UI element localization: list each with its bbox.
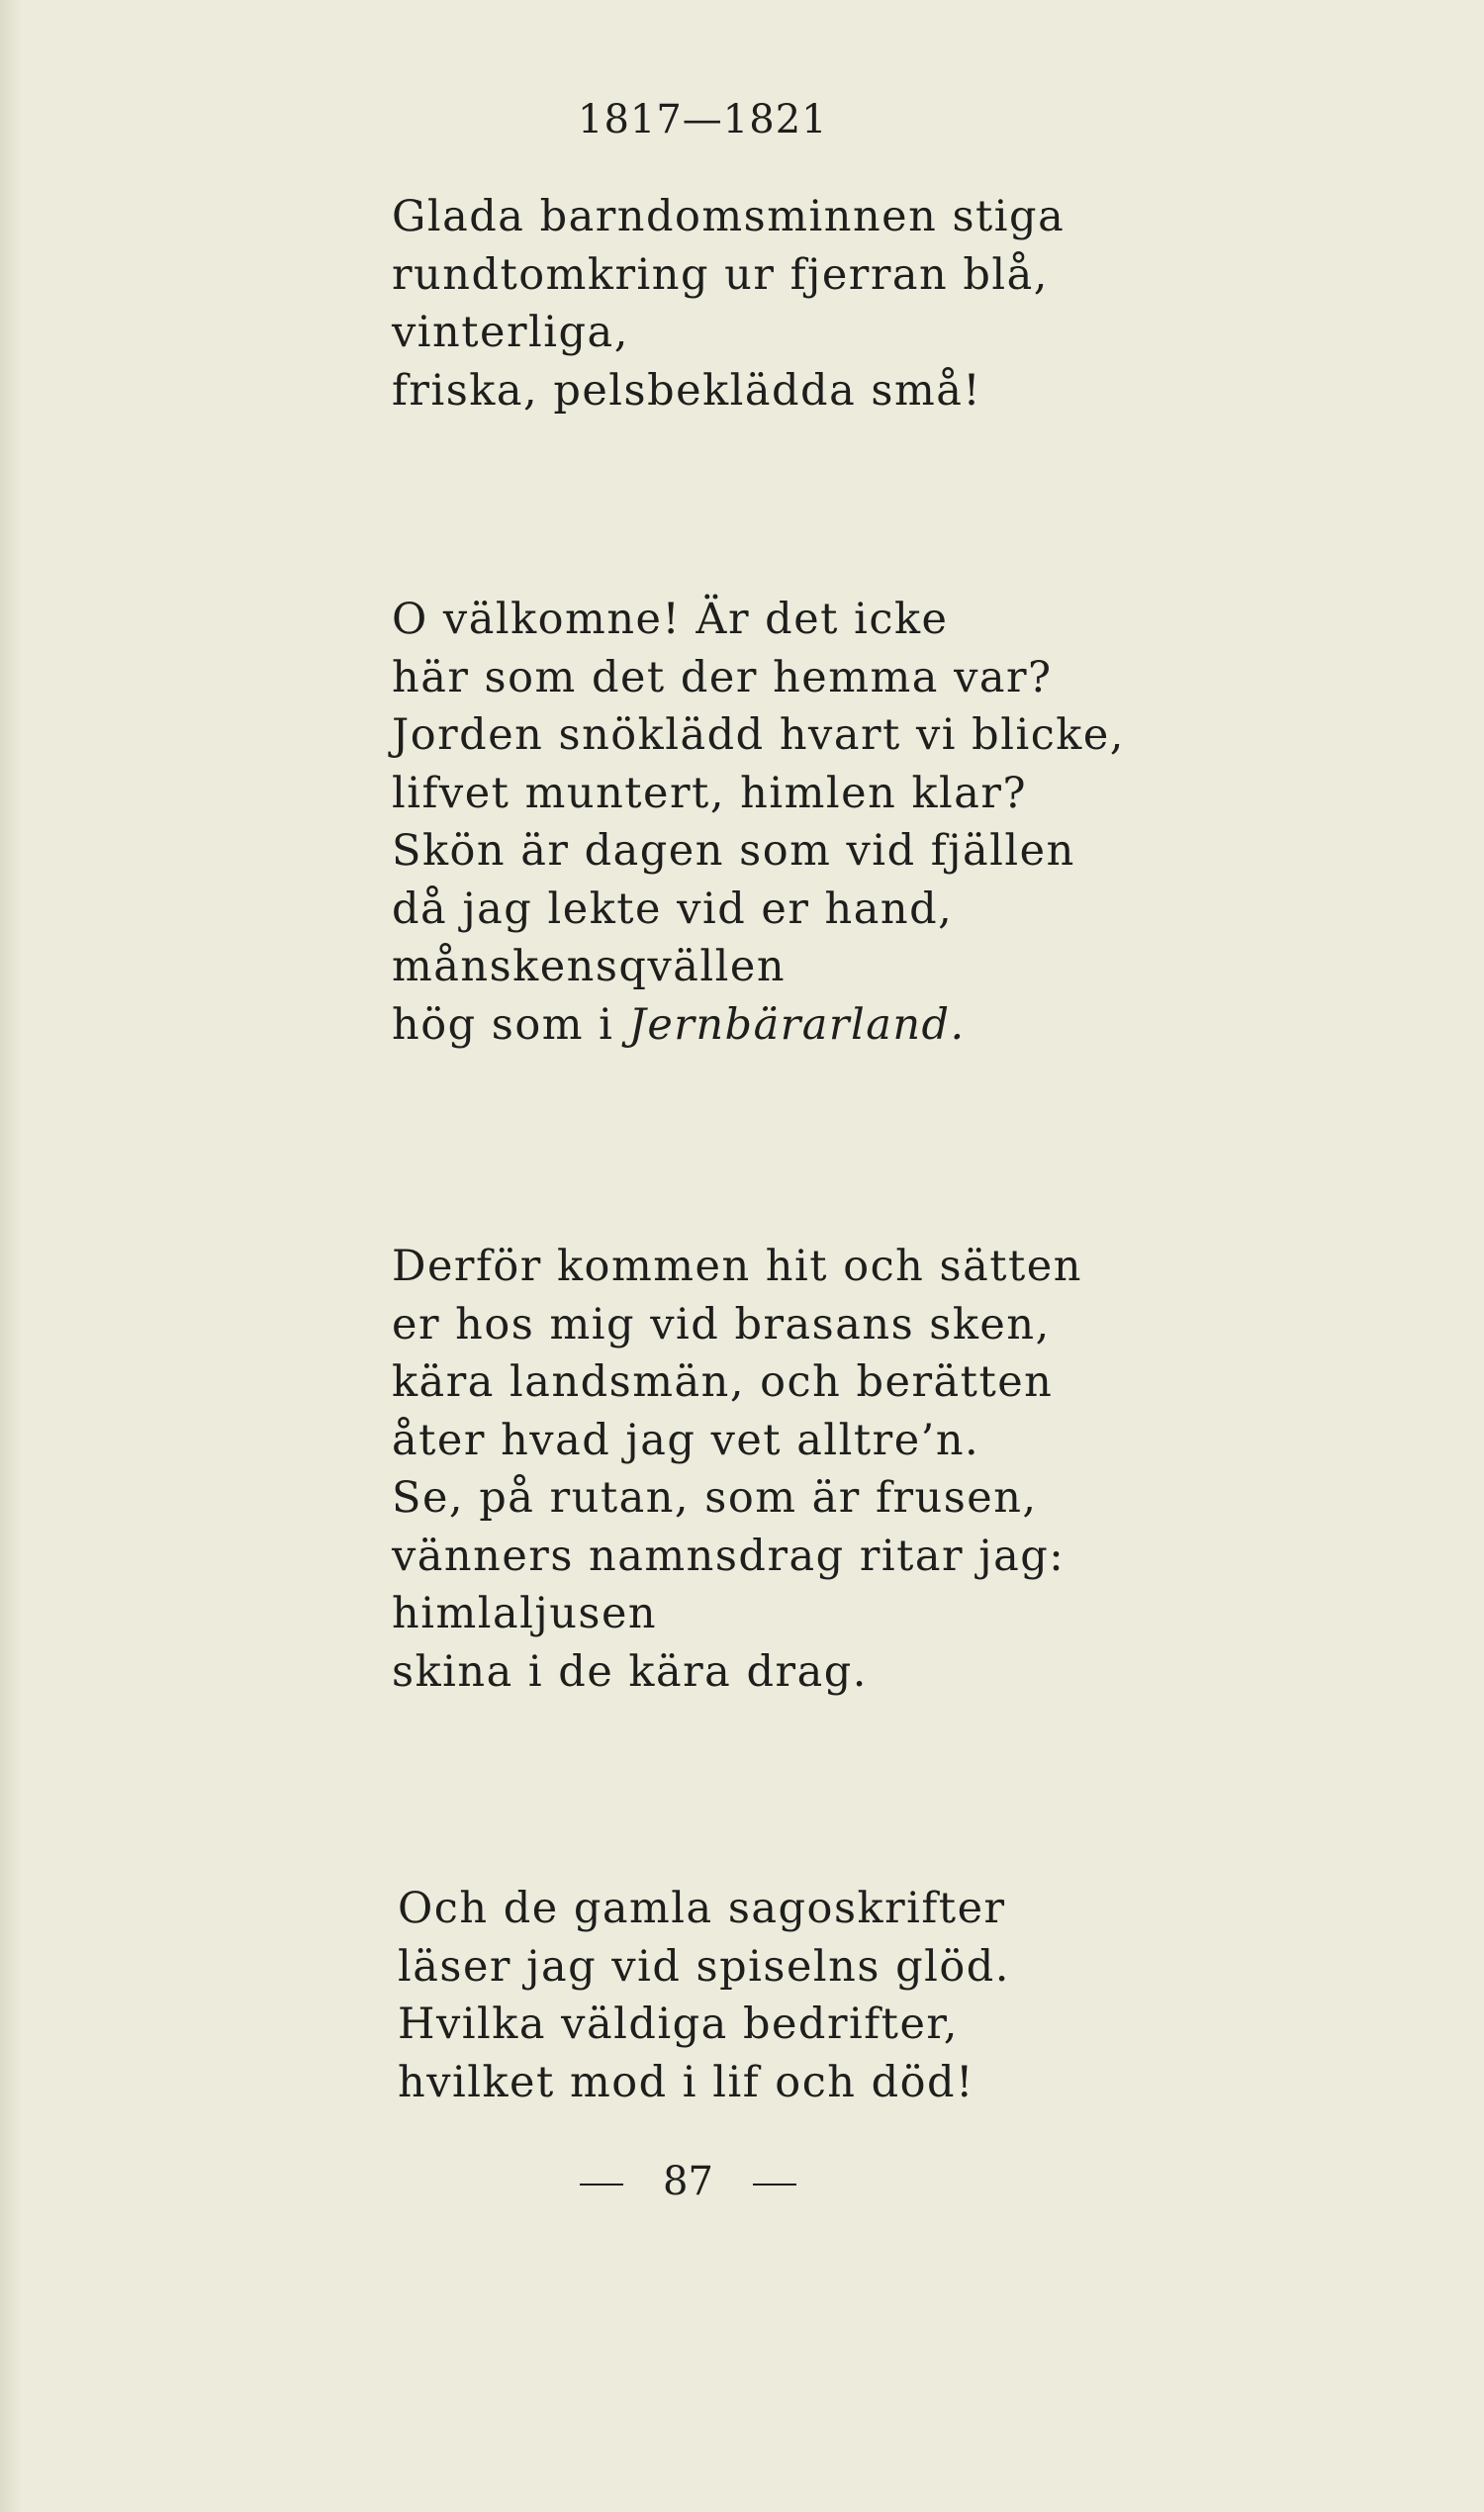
verse-line-prefix: hög som i	[392, 999, 629, 1050]
page-edge-shadow	[0, 0, 22, 2512]
stanza-2	[392, 591, 1125, 1054]
verse-line: Och de gamla sagoskrifter	[398, 1884, 1006, 1933]
verse-line: här som det der hemma var?	[392, 652, 1053, 702]
verse-line: O välkomne! Är det icke	[392, 595, 949, 644]
verse-line: läser jag vid spiselns glöd.	[398, 1941, 1010, 1992]
verse-line: lifvet muntert, himlen klar?	[392, 768, 1028, 818]
verse-line: Jorden snöklädd hvart vi blicke,	[392, 710, 1125, 760]
page-number	[580, 2159, 796, 2204]
verse-line: åter hvad jag vet alltre’n.	[392, 1415, 980, 1465]
verse-line: friska, pelsbeklädda små!	[392, 365, 982, 416]
running-head-years: 1817—1821	[578, 97, 828, 142]
verse-line: Hvilka väldiga bedrifter,	[398, 2000, 959, 2049]
verse-line: Se, på rutan, som är frusen,	[392, 1473, 1038, 1523]
page-number-value: 87	[663, 2159, 713, 2204]
verse-line: då jag lekte vid er hand,	[392, 884, 954, 934]
verse-line: skina i de kära drag.	[392, 1646, 868, 1697]
verse-line: rundtomkring ur fjerran blå,	[392, 249, 1049, 300]
stanza-4	[398, 1880, 1010, 2111]
verse-line: kära landsmän, och berätten	[392, 1357, 1054, 1407]
verse-line: månskensqvällen	[392, 942, 787, 991]
folio-dash-right	[753, 2184, 796, 2186]
verse-line: vänners namnsdrag ritar jag:	[392, 1531, 1066, 1581]
verse-line: Derför kommen hit och sätten	[392, 1242, 1082, 1291]
verse-line: Skön är dagen som vid fjällen	[392, 826, 1075, 876]
verse-line: er hos mig vid brasans sken,	[392, 1299, 1051, 1349]
verse-line: Glada barndomsminnen stiga	[392, 192, 1066, 241]
italic-place-name: Jernbärarland.	[628, 999, 966, 1050]
verse-line: hvilket mod i lif och död!	[398, 2057, 974, 2107]
folio-dash-left	[580, 2184, 623, 2186]
verse-line: vinterliga,	[392, 308, 629, 357]
stanza-3	[392, 1238, 1082, 1701]
verse-line: himlaljusen	[392, 1589, 658, 1638]
verse-line-last	[392, 996, 1125, 1055]
stanza-1	[392, 188, 1065, 419]
